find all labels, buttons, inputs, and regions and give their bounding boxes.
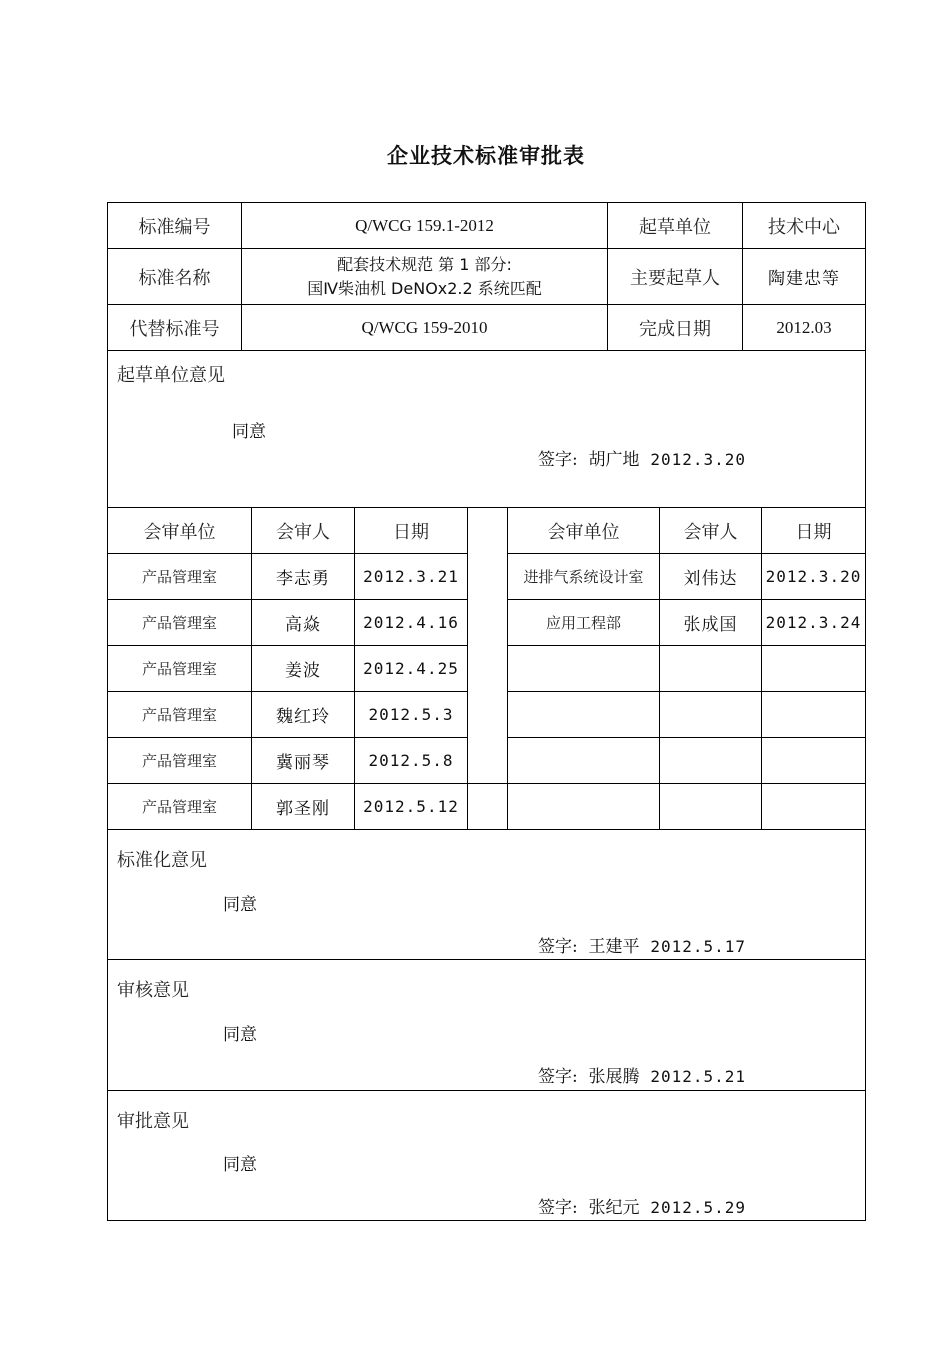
draft-opinion-text: 同意 [232, 422, 266, 442]
standardization-signature [538, 932, 746, 957]
approval-opinion: 同意 [223, 1155, 257, 1175]
review-date: 2012.5.3 [368, 705, 454, 724]
review-date-right: 2012.3.24 [765, 613, 862, 632]
sign-label: 签字: [538, 1198, 578, 1218]
draft-unit-value: 技术中心 [768, 216, 840, 238]
draft-unit-label: 起草单位 [639, 216, 711, 238]
std-no-label: 标准编号 [138, 216, 211, 238]
review-unit: 产品管理室 [141, 752, 217, 770]
review-header-date-right: 日期 [795, 521, 832, 543]
sign-label: 签字: [538, 937, 578, 957]
review-person: 姜波 [285, 661, 321, 681]
signer-name: 胡广地 [588, 450, 640, 470]
std-no-value: Q/WCG 159.1-2012 [355, 215, 494, 235]
replace-no-label: 代替标准号 [129, 318, 220, 340]
review-person: 高焱 [285, 615, 321, 635]
main-drafter-value: 陶建忠等 [768, 269, 840, 289]
review-unit-right: 应用工程部 [545, 614, 621, 632]
review-header-person-right: 会审人 [683, 521, 738, 543]
review-unit: 产品管理室 [141, 706, 217, 724]
review-unit: 产品管理室 [141, 568, 217, 586]
review-date-right: 2012.3.20 [765, 567, 862, 586]
audit-signature [538, 1062, 746, 1087]
review-person-right: 刘伟达 [683, 569, 738, 589]
review-person: 郭圣刚 [276, 799, 330, 819]
review-header-date: 日期 [393, 521, 429, 543]
review-unit-right: 进排气系统设计室 [523, 568, 644, 586]
signer-name: 张纪元 [588, 1198, 640, 1218]
review-header-unit: 会审单位 [143, 521, 216, 543]
signer-name: 张展腾 [588, 1067, 640, 1087]
std-name-value [242, 249, 607, 304]
sign-date: 2012.5.17 [650, 937, 747, 956]
review-person: 冀丽琴 [276, 753, 330, 773]
finish-date-label: 完成日期 [639, 318, 711, 340]
review-date: 2012.3.21 [363, 567, 459, 586]
std-name-line1: 配套技术规范 第 1 部分: [337, 254, 512, 274]
std-name-line2: 国Ⅳ柴油机 DeNOx2.2 系统匹配 [307, 278, 542, 298]
page-title: 企业技术标准审批表 [387, 144, 585, 168]
review-unit: 产品管理室 [141, 614, 217, 632]
review-header-person: 会审人 [276, 521, 330, 543]
standardization-title: 标准化意见 [117, 850, 207, 871]
review-date: 2012.4.25 [363, 659, 459, 678]
audit-opinion: 同意 [223, 1025, 257, 1045]
review-unit: 产品管理室 [141, 660, 217, 678]
draft-opinion-title: 起草单位意见 [117, 365, 225, 386]
review-person: 魏红玲 [276, 707, 330, 727]
sign-date: 2012.5.21 [650, 1067, 747, 1086]
review-person-right: 张成国 [683, 615, 738, 635]
finish-date-value: 2012.03 [776, 317, 832, 337]
review-date: 2012.5.12 [363, 797, 459, 816]
review-person: 李志勇 [276, 569, 330, 589]
review-header-unit-right: 会审单位 [547, 521, 620, 543]
sign-label: 签字: [538, 450, 578, 470]
signer-name: 王建平 [588, 937, 640, 957]
sign-date: 2012.5.29 [650, 1198, 747, 1217]
approval-signature [538, 1193, 746, 1218]
review-date: 2012.4.16 [363, 613, 459, 632]
main-drafter-label: 主要起草人 [630, 267, 720, 289]
standardization-opinion: 同意 [223, 895, 257, 915]
std-name-label: 标准名称 [138, 267, 211, 289]
audit-title: 审核意见 [117, 980, 189, 1001]
sign-label: 签字: [538, 1067, 578, 1087]
approval-title: 审批意见 [117, 1111, 189, 1132]
review-unit: 产品管理室 [141, 798, 217, 816]
draft-opinion-signature [538, 445, 746, 470]
replace-no-value: Q/WCG 159-2010 [361, 317, 488, 337]
review-date: 2012.5.8 [368, 751, 454, 770]
sign-date: 2012.3.20 [650, 450, 747, 469]
